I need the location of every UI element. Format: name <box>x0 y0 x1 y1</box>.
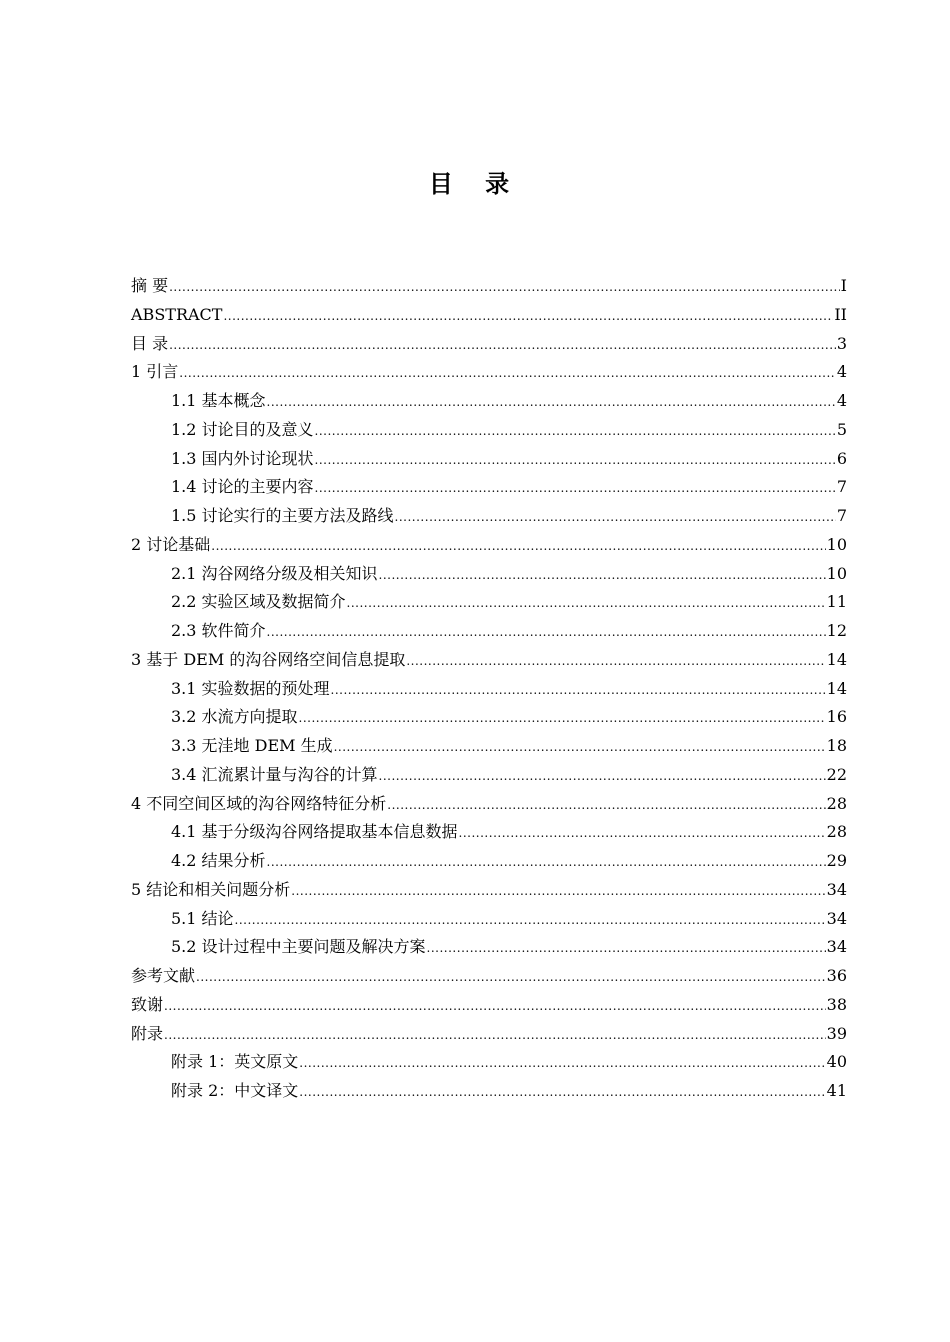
toc-entry-label: 1 引言 <box>131 362 179 382</box>
toc-entry-label: 1.2 讨论目的及意义 <box>171 419 314 439</box>
toc-dot-leader <box>406 647 825 676</box>
toc-dot-leader <box>169 331 836 360</box>
toc-entry[interactable] <box>131 560 847 589</box>
toc-entry-label: ABSTRACT <box>131 304 223 324</box>
toc-entry-label: 1.5 讨论实行的主要方法及路线 <box>171 506 394 525</box>
toc-entry-label: 3.1 实验数据的预处理 <box>171 678 330 698</box>
toc-entry[interactable] <box>131 991 847 1020</box>
toc-entry-label: 参考文献 <box>131 966 196 985</box>
toc-entry-label: 1.3 国内外讨论现状 <box>171 448 314 468</box>
toc-entry-page: 5 <box>836 419 847 439</box>
toc-dot-leader <box>387 791 825 820</box>
toc-entry[interactable] <box>131 905 847 934</box>
toc-dot-leader <box>164 992 826 1021</box>
toc-dot-leader <box>334 733 826 762</box>
toc-entry[interactable] <box>131 473 847 502</box>
toc-dot-leader <box>299 1078 825 1107</box>
toc-entry-page: 4 <box>836 391 847 410</box>
toc-entry-page: 7 <box>836 506 847 525</box>
toc-dot-leader <box>379 762 826 791</box>
toc-dot-leader <box>179 359 836 388</box>
toc-dot-leader <box>315 446 836 475</box>
toc-entry-page: 39 <box>826 1023 847 1043</box>
toc-entry-label: 2.2 实验区域及数据简介 <box>171 592 346 612</box>
table-of-contents <box>131 272 847 1106</box>
toc-entry-page: 14 <box>826 678 847 698</box>
toc-entry-label: 附录 2：中文译文 <box>171 1081 299 1100</box>
toc-entry[interactable] <box>131 301 847 330</box>
toc-dot-leader <box>267 618 826 647</box>
toc-entry-page: 28 <box>826 822 847 842</box>
toc-entry-label: 目 录 <box>131 333 169 353</box>
toc-entry-page: 29 <box>826 851 847 870</box>
toc-entry-page: 7 <box>836 477 847 497</box>
toc-dot-leader <box>315 417 836 446</box>
toc-entry-label: 附录 <box>131 1023 164 1043</box>
toc-entry-page: 4 <box>836 362 847 382</box>
toc-entry-page: 3 <box>836 333 847 353</box>
toc-entry[interactable] <box>131 818 847 847</box>
toc-dot-leader <box>459 819 826 848</box>
toc-entry[interactable] <box>131 933 847 962</box>
toc-entry[interactable] <box>131 761 847 790</box>
toc-entry[interactable] <box>131 703 847 732</box>
toc-entry[interactable] <box>131 416 847 445</box>
toc-entry[interactable] <box>131 790 847 819</box>
toc-entry[interactable] <box>131 445 847 474</box>
toc-entry[interactable] <box>131 588 847 617</box>
toc-dot-leader <box>267 388 836 417</box>
toc-entry[interactable] <box>131 732 847 761</box>
toc-dot-leader <box>223 302 833 331</box>
toc-entry[interactable] <box>131 675 847 704</box>
toc-entry-label: 5.1 结论 <box>171 908 234 928</box>
toc-entry-page: 38 <box>826 994 847 1014</box>
toc-dot-leader <box>347 589 826 618</box>
toc-entry[interactable] <box>131 646 847 675</box>
toc-dot-leader <box>267 848 826 877</box>
toc-entry-label: 3 基于 DEM 的沟谷网络空间信息提取 <box>131 649 406 669</box>
toc-dot-leader <box>164 1021 826 1050</box>
toc-dot-leader <box>299 1049 825 1078</box>
toc-dot-leader <box>427 934 826 963</box>
toc-entry-label: 5 结论和相关问题分析 <box>131 879 291 899</box>
toc-entry-label: 2.3 软件简介 <box>171 621 266 640</box>
toc-entry[interactable] <box>131 502 847 531</box>
toc-dot-leader <box>299 704 826 733</box>
toc-entry-page: 22 <box>826 764 847 784</box>
toc-entry-label: 4.1 基于分级沟谷网络提取基本信息数据 <box>171 822 458 842</box>
toc-entry-page: 11 <box>826 592 847 612</box>
toc-entry[interactable] <box>131 847 847 876</box>
toc-entry-page: I <box>840 276 847 295</box>
toc-entry-label: 4 不同空间区域的沟谷网络特征分析 <box>131 793 387 813</box>
toc-entry[interactable] <box>131 962 847 991</box>
toc-dot-leader <box>169 273 840 302</box>
toc-entry[interactable] <box>131 387 847 416</box>
toc-entry-page: 28 <box>826 793 847 813</box>
toc-entry-page: 41 <box>826 1081 847 1100</box>
toc-entry-label: 5.2 设计过程中主要问题及解决方案 <box>171 937 426 957</box>
toc-entry-page: 10 <box>826 563 847 583</box>
toc-entry-label: 2 讨论基础 <box>131 534 211 554</box>
toc-entry-page: II <box>834 304 847 324</box>
toc-entry-label: 3.4 汇流累计量与沟谷的计算 <box>171 764 378 784</box>
toc-entry-label: 摘 要 <box>131 276 169 295</box>
toc-dot-leader <box>379 561 826 590</box>
toc-entry[interactable] <box>131 876 847 905</box>
toc-entry[interactable] <box>131 330 847 359</box>
toc-entry[interactable] <box>131 617 847 646</box>
toc-dot-leader <box>211 532 825 561</box>
toc-entry-page: 40 <box>826 1052 847 1072</box>
toc-entry-page: 34 <box>826 879 847 899</box>
toc-entry[interactable] <box>131 1048 847 1077</box>
toc-entry[interactable] <box>131 358 847 387</box>
toc-entry[interactable] <box>131 272 847 301</box>
toc-dot-leader <box>196 963 826 992</box>
toc-entry[interactable] <box>131 1077 847 1106</box>
toc-entry-page: 12 <box>826 621 847 640</box>
toc-entry-label: 4.2 结果分析 <box>171 851 266 870</box>
toc-entry-label: 致谢 <box>131 994 164 1014</box>
toc-entry-label: 2.1 沟谷网络分级及相关知识 <box>171 563 378 583</box>
toc-entry-page: 6 <box>836 448 847 468</box>
toc-entry-page: 18 <box>826 736 847 755</box>
toc-dot-leader <box>235 906 826 935</box>
toc-dot-leader <box>331 676 826 705</box>
toc-entry-page: 36 <box>826 966 847 985</box>
toc-dot-leader <box>395 503 836 532</box>
toc-entry[interactable] <box>131 1020 847 1049</box>
toc-entry-label: 1.4 讨论的主要内容 <box>171 477 314 497</box>
toc-entry-label: 1.1 基本概念 <box>171 391 266 410</box>
toc-entry[interactable] <box>131 531 847 560</box>
toc-entry-page: 16 <box>826 707 847 727</box>
toc-entry-label: 3.2 水流方向提取 <box>171 707 298 727</box>
toc-entry-page: 34 <box>826 937 847 957</box>
toc-entry-label: 3.3 无洼地 DEM 生成 <box>171 736 333 755</box>
page-title: 目 录 <box>428 170 522 198</box>
toc-entry-page: 10 <box>826 534 847 554</box>
toc-entry-page: 34 <box>826 908 847 928</box>
toc-dot-leader <box>315 474 836 503</box>
toc-dot-leader <box>291 877 825 906</box>
toc-entry-label: 附录 1：英文原文 <box>171 1052 299 1072</box>
toc-entry-page: 14 <box>826 649 847 669</box>
